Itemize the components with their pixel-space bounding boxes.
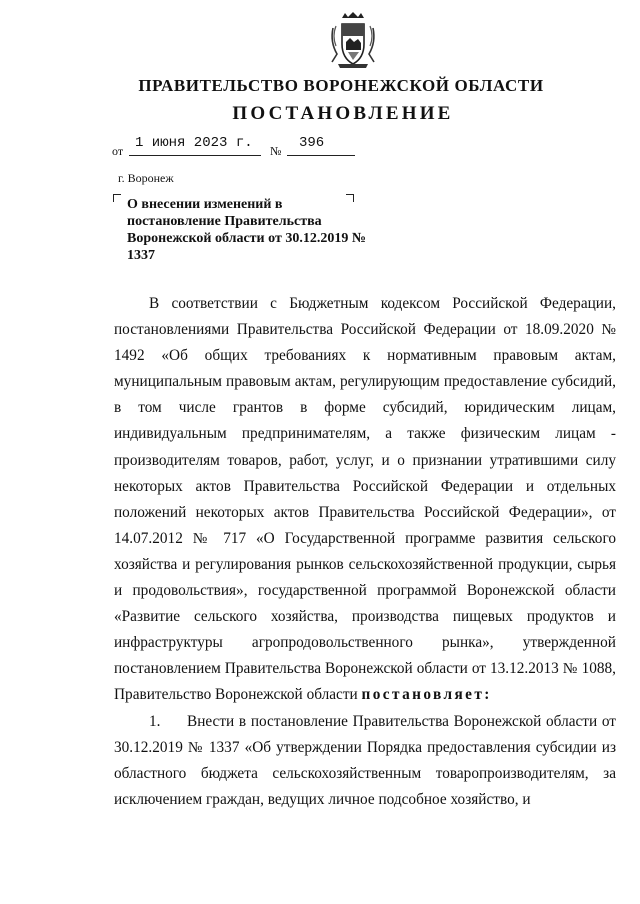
item-1-text: Внести в постановление Правительства Воронежской области от 30.12.2019 № 1337 «Об утверждении Порядка предоставления субсидии из областного бюджета сельскохозяйственным товаропроизводителям, за исключением граждан, ведущих личное подсобное хозяйство, и bbox=[114, 712, 616, 808]
date-underline bbox=[129, 155, 261, 156]
item-1-paragraph bbox=[114, 709, 616, 813]
number-value: 396 bbox=[299, 135, 325, 151]
subject-corner-left bbox=[113, 194, 121, 202]
government-title: ПРАВИТЕЛЬСТВО ВОРОНЕЖСКОЙ ОБЛАСТИ bbox=[138, 76, 544, 95]
coat-of-arms-icon bbox=[328, 12, 378, 70]
document-type-title: ПОСТАНОВЛЕНИЕ bbox=[232, 103, 454, 124]
preamble-text: В соответствии с Бюджетным кодексом Российской Федерации, постановлениями Правительства Российской Федерации от 18.09.2020 № 1492 «Об общих требованиях к нормативным правовым актам, муниципальным правовым актам, регулирующим предоставление субсидий, в том числе грантов в форме субсидий, юридическим лицам, индивидуальным предпринимателям, а также физическим лицам - производителям товаров, работ, услуг, и о признании утратившими силу некоторых актов Правительства Российской Федерации и отдельных положений некоторых актов Правительства Российской Федерации», от 14.07.2012 № 717 «О Государственной программе развития сельского хозяйства и регулирования рынков сельскохозяйственной продукции, сырья и продовольствия», государственной программой Воронежской области «Развитие сельского хозяйства, производства пищевых продуктов и инфраструктуры агропродовольственного рынка», утвержденной постановлением Правительства Воронежской области от 13.12.2013 № 1088, Правительство Воронежской области bbox=[114, 295, 616, 704]
document-subject: О внесении изменений в постановление Правительства Воронежской области от 30.12.2019 № 1337 bbox=[127, 197, 366, 263]
number-label: № bbox=[270, 144, 282, 158]
item-1-number: 1. bbox=[149, 712, 161, 730]
number-underline bbox=[287, 155, 355, 156]
date-value: 1 июня 2023 г. bbox=[135, 135, 253, 151]
date-label: от bbox=[112, 144, 124, 158]
decree-word: постановляет: bbox=[361, 686, 492, 704]
document-body bbox=[114, 291, 616, 813]
city-name: г. Воронеж bbox=[118, 171, 174, 185]
preamble-paragraph bbox=[114, 291, 616, 709]
